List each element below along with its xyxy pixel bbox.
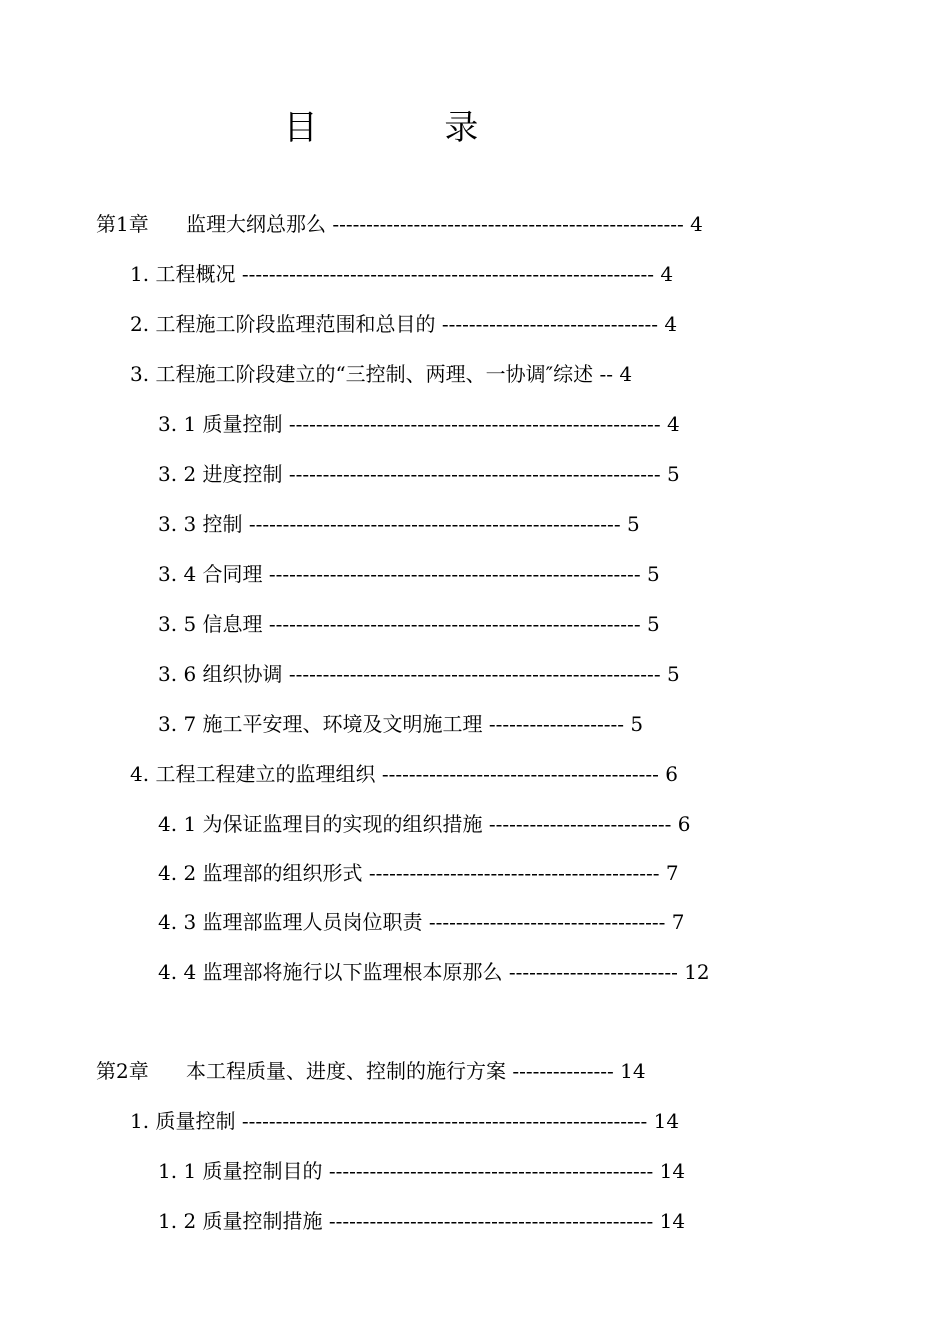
toc-number: 3. 2 [158,462,197,486]
toc-leader: ------------------------------------------- [368,861,660,885]
toc-leader: --------------- [512,1059,614,1083]
toc-leader: ------------------------------------------------ [328,1209,654,1233]
toc-leader: ----------------------------------- [428,910,666,934]
toc-text: 质量控制 [202,412,283,436]
toc-leader: -------------------------------- [441,312,659,336]
toc-text: 质量控制目的 [202,1159,323,1183]
toc-number: 第2章 [96,1059,149,1083]
toc-text: 为保证监理目的实现的组织措施 [202,812,483,836]
toc-leader: ------------------------------------------------------------- [241,262,655,286]
toc-text: 施工平安理、环境及文明施工理 [202,712,483,736]
toc-page: 4 [660,262,674,286]
toc-page: 14 [659,1209,686,1233]
toc-number: 3. 6 [158,662,197,686]
toc-page: 14 [653,1109,680,1133]
toc-entry[interactable] [130,311,677,337]
toc-leader: ------------------------------------------------ [328,1159,654,1183]
toc-page: 4 [690,212,703,236]
toc-text: 质量控制措施 [202,1209,323,1233]
toc-text: 监理大纲总那么 [186,212,326,236]
toc-entry[interactable] [158,661,680,687]
toc-leader: ------------------------------------------------------- [288,462,661,486]
toc-entry[interactable] [158,811,690,837]
toc-text: 工程工程建立的监理组织 [155,762,376,786]
toc-leader: --------------------------- [488,812,672,836]
toc-entry[interactable] [158,909,685,935]
toc-number: 1. [130,262,150,286]
toc-entry[interactable] [158,1158,685,1184]
toc-leader: ------------------------------------------------------------ [241,1109,648,1133]
toc-entry[interactable] [158,711,643,737]
toc-text: 组织协调 [202,662,283,686]
toc-text: 监理部的组织形式 [202,861,363,885]
toc-text: 控制 [202,512,243,536]
toc-number: 3. 7 [158,712,197,736]
toc-number: 3. 3 [158,512,197,536]
toc-leader: ----------------------------------------- [381,762,659,786]
toc-page: 4 [619,362,633,386]
toc-page: 6 [677,812,691,836]
toc-page: 5 [666,662,680,686]
toc-entry[interactable] [130,1108,679,1134]
toc-page: 4 [664,312,678,336]
toc-page: 5 [626,512,640,536]
toc-chapter-1[interactable] [96,211,703,237]
toc-number: 第1章 [96,212,149,236]
toc-text: 信息理 [202,612,263,636]
toc-page: 14 [659,1159,686,1183]
toc-text: 本工程质量、进度、控制的施行方案 [186,1059,506,1083]
toc-leader: ---------------------------------------------------- [332,212,684,236]
toc-page: 4 [666,412,680,436]
toc-leader: -------------------- [488,712,625,736]
toc-chapter-2[interactable] [96,1058,646,1084]
toc-entry[interactable] [158,1208,685,1234]
toc-text: 工程施工阶段监理范围和总目的 [155,312,436,336]
toc-page: 7 [665,861,679,885]
toc-page: 12 [684,960,710,984]
toc-number: 4. 1 [158,812,197,836]
toc-entry[interactable] [130,761,678,787]
toc-number: 3. [130,362,150,386]
toc-page: 14 [620,1059,646,1083]
toc-page: 5 [646,562,660,586]
toc-leader: -- [599,362,614,386]
toc-number: 1. 2 [158,1209,197,1233]
toc-text: 工程概况 [155,262,236,286]
toc-number: 2. [130,312,150,336]
toc-text: 进度控制 [202,462,283,486]
toc-entry[interactable] [158,461,680,487]
toc-number: 3. 4 [158,562,197,586]
toc-text: 合同理 [202,562,263,586]
toc-entry[interactable] [130,261,673,287]
toc-entry[interactable] [158,511,640,537]
toc-page: 5 [630,712,644,736]
toc-leader: ------------------------- [508,960,678,984]
toc-number: 1. 1 [158,1159,197,1183]
toc-leader: ------------------------------------------------------- [248,512,621,536]
toc-page: 5 [646,612,660,636]
toc-text: 监理部监理人员岗位职责 [202,910,423,934]
toc-number: 1. [130,1109,150,1133]
toc-number: 4. 2 [158,861,197,885]
toc-entry[interactable] [158,561,660,587]
toc-page: 7 [671,910,685,934]
toc-text: 监理部将施行以下监理根本原那么 [202,960,503,984]
page-title: 目 录 [283,108,537,148]
toc-page: 5 [666,462,680,486]
toc-text: 工程施工阶段建立的“三控制、两理、一协调″综述 [155,362,594,386]
toc-number: 3. 5 [158,612,197,636]
toc-entry[interactable] [158,860,679,886]
toc-number: 4. 4 [158,960,197,984]
toc-text: 质量控制 [155,1109,236,1133]
toc-number: 3. 1 [158,412,197,436]
toc-leader: ------------------------------------------------------- [268,612,641,636]
toc-leader: ------------------------------------------------------- [268,562,641,586]
toc-entry[interactable] [158,411,680,437]
toc-page: 6 [665,762,678,786]
toc-leader: ------------------------------------------------------- [288,412,661,436]
toc-entry[interactable] [130,361,632,387]
toc-entry[interactable] [158,959,710,985]
toc-number: 4. [130,762,150,786]
toc-leader: ------------------------------------------------------- [288,662,661,686]
toc-entry[interactable] [158,611,660,637]
toc-number: 4. 3 [158,910,197,934]
